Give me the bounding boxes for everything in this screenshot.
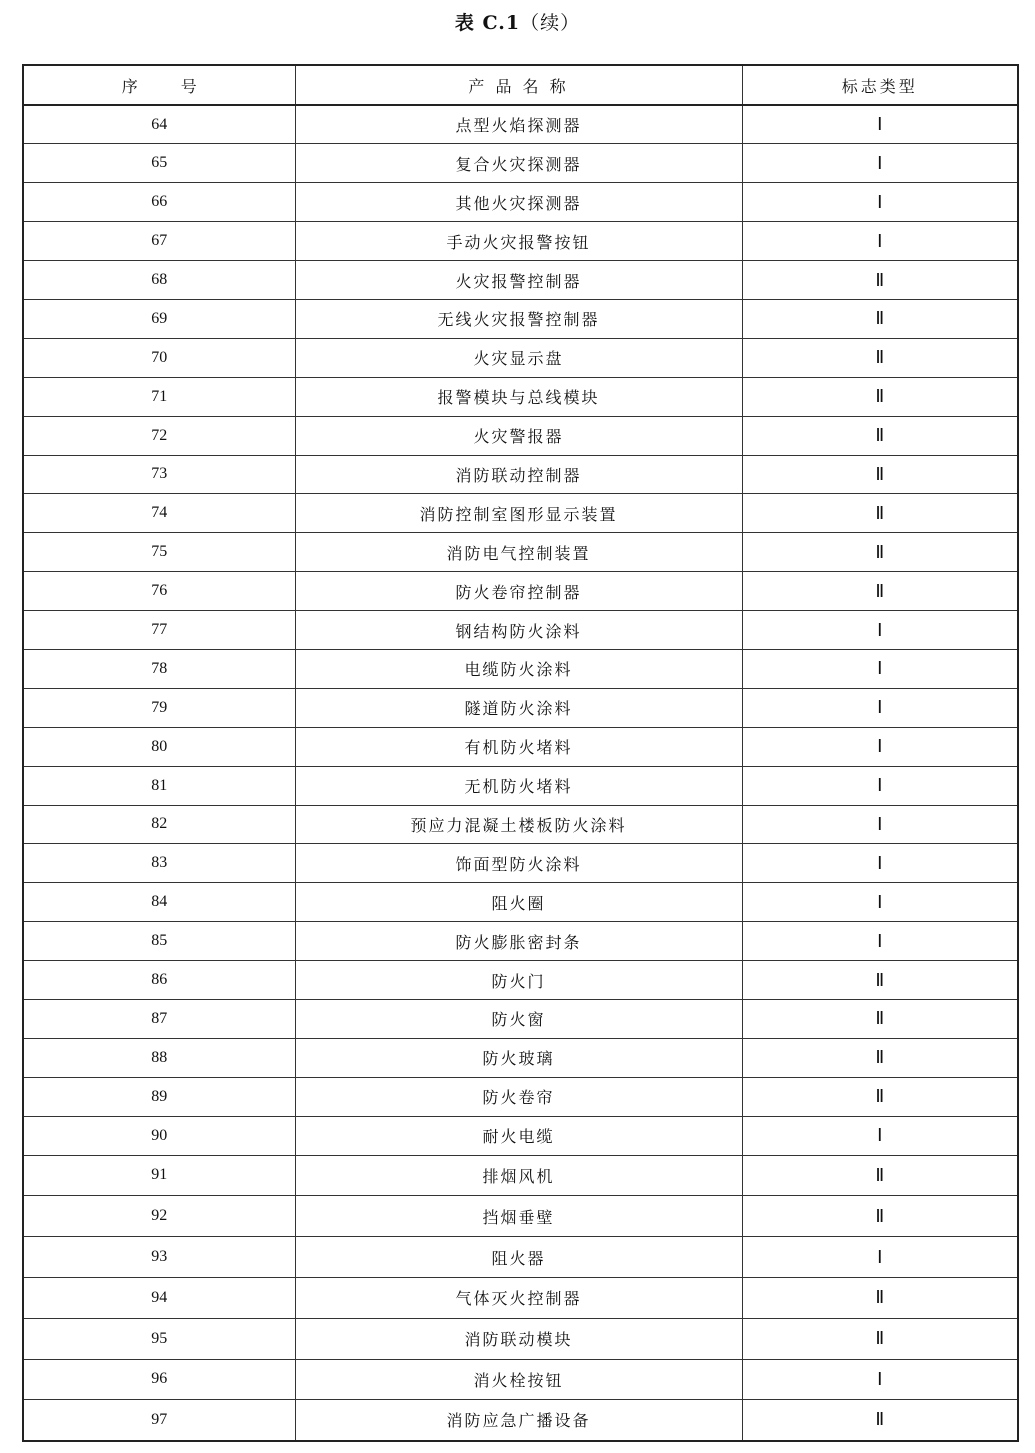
cell-mark-type: Ⅰ <box>742 183 1018 222</box>
table-row <box>23 805 1018 844</box>
cell-mark-type: Ⅱ <box>742 1196 1018 1237</box>
cell-mark-type: Ⅰ <box>742 727 1018 766</box>
cell-mark-type: Ⅱ <box>742 1277 1018 1318</box>
table-row <box>23 183 1018 222</box>
cell-product-name: 点型火焰探测器 <box>295 105 742 144</box>
cell-serial-number: 84 <box>23 883 295 922</box>
cell-serial-number: 80 <box>23 727 295 766</box>
table-row <box>23 572 1018 611</box>
table-title-label: 表 C.1 <box>454 12 521 34</box>
cell-product-name: 消火栓按钮 <box>295 1359 742 1400</box>
table-row <box>23 416 1018 455</box>
table-row <box>23 533 1018 572</box>
table-row <box>23 455 1018 494</box>
table-row <box>23 1237 1018 1278</box>
cell-mark-type: Ⅰ <box>742 222 1018 261</box>
cell-product-name: 气体灭火控制器 <box>295 1277 742 1318</box>
cell-serial-number: 89 <box>23 1077 295 1116</box>
cell-mark-type: Ⅱ <box>742 961 1018 1000</box>
table-row <box>23 1116 1018 1155</box>
cell-mark-type: Ⅱ <box>742 494 1018 533</box>
cell-mark-type: Ⅱ <box>742 261 1018 300</box>
cell-mark-type: Ⅱ <box>742 1400 1018 1441</box>
cell-serial-number: 70 <box>23 338 295 377</box>
cell-product-name: 防火门 <box>295 961 742 1000</box>
cell-serial-number: 87 <box>23 999 295 1038</box>
table-row <box>23 844 1018 883</box>
cell-serial-number: 82 <box>23 805 295 844</box>
cell-serial-number: 97 <box>23 1400 295 1441</box>
cell-serial-number: 93 <box>23 1237 295 1278</box>
table-row <box>23 1359 1018 1400</box>
table-row <box>23 299 1018 338</box>
cell-serial-number: 90 <box>23 1116 295 1155</box>
cell-serial-number: 96 <box>23 1359 295 1400</box>
cell-product-name: 无线火灾报警控制器 <box>295 299 742 338</box>
cell-serial-number: 77 <box>23 611 295 650</box>
table-row <box>23 1277 1018 1318</box>
cell-product-name: 电缆防火涂料 <box>295 649 742 688</box>
table-row <box>23 1155 1018 1196</box>
cell-mark-type: Ⅱ <box>742 1155 1018 1196</box>
cell-serial-number: 85 <box>23 922 295 961</box>
cell-mark-type: Ⅰ <box>742 766 1018 805</box>
header-product-name: 产 品 名 称 <box>295 65 742 105</box>
cell-product-name: 消防控制室图形显示装置 <box>295 494 742 533</box>
table-row <box>23 999 1018 1038</box>
cell-mark-type: Ⅰ <box>742 144 1018 183</box>
table-row <box>23 1400 1018 1441</box>
table-row <box>23 1077 1018 1116</box>
cell-product-name: 火灾警报器 <box>295 416 742 455</box>
table-row <box>23 338 1018 377</box>
cell-product-name: 耐火电缆 <box>295 1116 742 1155</box>
cell-product-name: 防火卷帘控制器 <box>295 572 742 611</box>
cell-mark-type: Ⅰ <box>742 688 1018 727</box>
cell-serial-number: 69 <box>23 299 295 338</box>
table-row <box>23 222 1018 261</box>
cell-mark-type: Ⅰ <box>742 922 1018 961</box>
table-row <box>23 494 1018 533</box>
cell-serial-number: 65 <box>23 144 295 183</box>
table-row <box>23 922 1018 961</box>
cell-serial-number: 73 <box>23 455 295 494</box>
cell-serial-number: 78 <box>23 649 295 688</box>
cell-product-name: 饰面型防火涂料 <box>295 844 742 883</box>
cell-product-name: 钢结构防火涂料 <box>295 611 742 650</box>
cell-product-name: 防火卷帘 <box>295 1077 742 1116</box>
cell-mark-type: Ⅱ <box>742 299 1018 338</box>
cell-mark-type: Ⅱ <box>742 1077 1018 1116</box>
cell-mark-type: Ⅰ <box>742 611 1018 650</box>
cell-mark-type: Ⅰ <box>742 649 1018 688</box>
table-row <box>23 261 1018 300</box>
cell-mark-type: Ⅱ <box>742 999 1018 1038</box>
cell-serial-number: 86 <box>23 961 295 1000</box>
cell-serial-number: 94 <box>23 1277 295 1318</box>
cell-serial-number: 88 <box>23 1038 295 1077</box>
cell-product-name: 挡烟垂壁 <box>295 1196 742 1237</box>
cell-mark-type: Ⅰ <box>742 1359 1018 1400</box>
cell-serial-number: 76 <box>23 572 295 611</box>
cell-mark-type: Ⅱ <box>742 455 1018 494</box>
cell-serial-number: 74 <box>23 494 295 533</box>
cell-product-name: 消防电气控制装置 <box>295 533 742 572</box>
table-row <box>23 105 1018 144</box>
cell-serial-number: 68 <box>23 261 295 300</box>
table-row <box>23 1038 1018 1077</box>
cell-mark-type: Ⅰ <box>742 1237 1018 1278</box>
cell-serial-number: 64 <box>23 105 295 144</box>
table-row <box>23 611 1018 650</box>
cell-mark-type: Ⅰ <box>742 805 1018 844</box>
cell-mark-type: Ⅰ <box>742 105 1018 144</box>
cell-serial-number: 72 <box>23 416 295 455</box>
cell-product-name: 消防联动模块 <box>295 1318 742 1359</box>
cell-product-name: 排烟风机 <box>295 1155 742 1196</box>
table-row <box>23 766 1018 805</box>
cell-product-name: 无机防火堵料 <box>295 766 742 805</box>
table-row <box>23 649 1018 688</box>
table-title-continued: （续） <box>520 12 581 34</box>
cell-mark-type: Ⅱ <box>742 1038 1018 1077</box>
cell-mark-type: Ⅱ <box>742 572 1018 611</box>
cell-serial-number: 75 <box>23 533 295 572</box>
table-row <box>23 688 1018 727</box>
cell-product-name: 火灾显示盘 <box>295 338 742 377</box>
cell-mark-type: Ⅱ <box>742 416 1018 455</box>
cell-serial-number: 83 <box>23 844 295 883</box>
cell-product-name: 消防联动控制器 <box>295 455 742 494</box>
cell-serial-number: 67 <box>23 222 295 261</box>
cell-mark-type: Ⅰ <box>742 844 1018 883</box>
table-row <box>23 961 1018 1000</box>
table-row <box>23 883 1018 922</box>
table-row <box>23 144 1018 183</box>
cell-product-name: 阻火器 <box>295 1237 742 1278</box>
cell-mark-type: Ⅱ <box>742 533 1018 572</box>
table-row <box>23 1196 1018 1237</box>
cell-product-name: 火灾报警控制器 <box>295 261 742 300</box>
cell-serial-number: 91 <box>23 1155 295 1196</box>
cell-product-name: 复合火灾探测器 <box>295 144 742 183</box>
cell-product-name: 防火膨胀密封条 <box>295 922 742 961</box>
cell-product-name: 手动火灾报警按钮 <box>295 222 742 261</box>
table-row <box>23 727 1018 766</box>
cell-product-name: 防火窗 <box>295 999 742 1038</box>
cell-serial-number: 66 <box>23 183 295 222</box>
table-header-row <box>23 65 1018 105</box>
cell-product-name: 消防应急广播设备 <box>295 1400 742 1441</box>
cell-serial-number: 81 <box>23 766 295 805</box>
cell-serial-number: 92 <box>23 1196 295 1237</box>
cell-mark-type: Ⅰ <box>742 1116 1018 1155</box>
cell-mark-type: Ⅱ <box>742 338 1018 377</box>
cell-mark-type: Ⅰ <box>742 883 1018 922</box>
cell-product-name: 防火玻璃 <box>295 1038 742 1077</box>
header-mark-type: 标志类型 <box>742 65 1018 105</box>
cell-product-name: 预应力混凝土楼板防火涂料 <box>295 805 742 844</box>
header-serial-number: 序 号 <box>23 65 295 105</box>
cell-serial-number: 79 <box>23 688 295 727</box>
product-table <box>22 64 1019 1442</box>
cell-product-name: 报警模块与总线模块 <box>295 377 742 416</box>
cell-serial-number: 95 <box>23 1318 295 1359</box>
table-row <box>23 377 1018 416</box>
cell-serial-number: 71 <box>23 377 295 416</box>
cell-mark-type: Ⅱ <box>742 1318 1018 1359</box>
cell-product-name: 有机防火堵料 <box>295 727 742 766</box>
cell-product-name: 隧道防火涂料 <box>295 688 742 727</box>
cell-product-name: 其他火灾探测器 <box>295 183 742 222</box>
table-row <box>23 1318 1018 1359</box>
table-title <box>0 8 1035 35</box>
cell-product-name: 阻火圈 <box>295 883 742 922</box>
cell-mark-type: Ⅱ <box>742 377 1018 416</box>
